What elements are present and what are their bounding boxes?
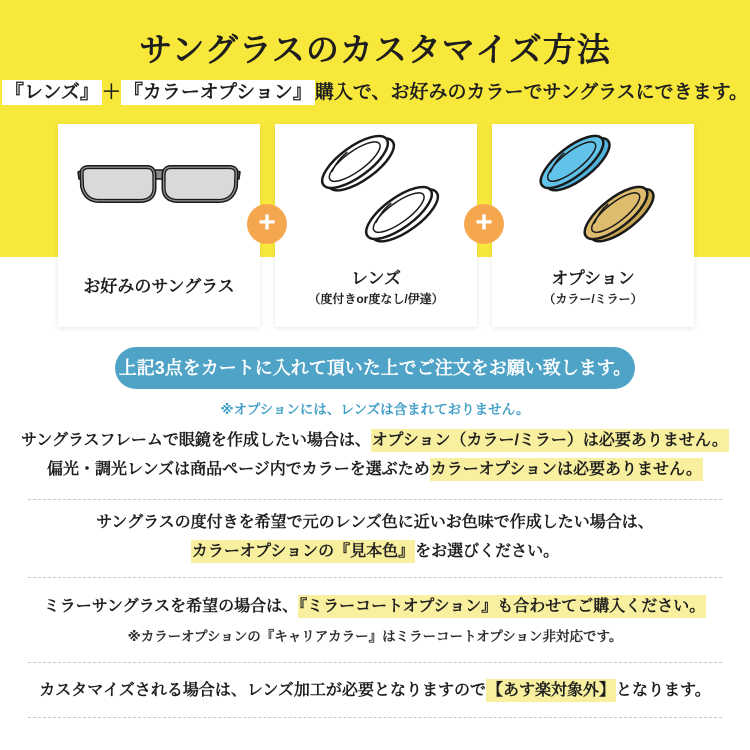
paragraph-line: [0, 593, 750, 621]
sunglasses-illustration-icon: [58, 124, 260, 259]
text-plain: サングラスの度付きを希望で元のレンズ色に近いお色味で作成したい場合は、: [96, 514, 654, 531]
text-plain: となります。: [615, 682, 711, 699]
paragraph-mirror-option: [0, 593, 750, 650]
step-sublabel: （度付きor度なし/伊達）: [308, 291, 444, 306]
text-plain: カスタマイズされる場合は、レンズ加工が必要となりますので: [39, 682, 486, 699]
step-label: オプション: [551, 268, 635, 288]
text-plain: をお選びください。: [415, 543, 560, 560]
text-highlight: カラーオプションは必要ありません。: [430, 458, 703, 481]
paragraph-customize-notice: [0, 678, 750, 704]
text-highlight: 【あす楽対象外】: [486, 679, 616, 702]
text-plain: 偏光・調光レンズは商品ページ内でカラーを選ぶため: [46, 461, 430, 478]
step-label: お好みのサングラス: [83, 277, 235, 296]
cart-instruction-banner: 上記3点をカートに入れて頂いた上でご注文をお願い致します。: [115, 347, 635, 389]
step-card-labels: [58, 259, 260, 327]
paragraph-line: [0, 678, 750, 704]
plus-icon: +: [247, 204, 287, 244]
subtitle: [0, 77, 750, 104]
paragraph-sample-color: [0, 508, 750, 566]
subtitle-plus-sign: ＋: [101, 82, 121, 103]
subtitle-coloroption-term: 『カラーオプション』: [121, 80, 315, 105]
subtitle-rest: 購入で、お好みのカラーでサングラスにできます。: [314, 82, 749, 103]
clear-lenses-illustration-icon: [275, 124, 477, 259]
text-plain: サングラスフレームで眼鏡を作成したい場合は、: [21, 432, 371, 449]
colored-lenses-illustration-icon: [492, 124, 694, 259]
step-card-labels: [275, 259, 477, 327]
step-card-sunglasses: [58, 124, 260, 327]
text-highlight: オプション（カラー/ミラー）は必要ありません。: [371, 429, 729, 452]
step-label: レンズ: [350, 268, 402, 288]
dashed-divider-4: [28, 717, 722, 718]
dashed-divider-2: [28, 577, 722, 578]
paragraph-line: [0, 508, 750, 537]
step-card-labels: [492, 259, 694, 327]
text-plain: ミラーサングラスを希望の場合は、: [43, 598, 299, 615]
text-highlight: 『ミラーコートオプション』も合わせてご購入ください。: [298, 595, 706, 618]
paragraph-line: [0, 537, 750, 566]
paragraph-frame-option: [0, 426, 750, 484]
page-title: サングラスのカスタマイズ方法: [139, 31, 611, 68]
plus-icon: +: [464, 204, 504, 244]
dashed-divider-3: [28, 662, 722, 663]
paragraph-line: [0, 455, 750, 484]
step-sublabel: （カラー/ミラー）: [543, 291, 643, 306]
step-card-option: [492, 124, 694, 327]
dashed-divider-1: [28, 499, 722, 500]
step-card-lens: [275, 124, 477, 327]
text-highlight: カラーオプションの『見本色』: [191, 540, 415, 563]
paragraph-note: ※カラーオプションの『キャリアカラー』はミラーコートオプション非対応です。: [127, 629, 623, 644]
option-exclusion-note: ※オプションには、レンズは含まれておりません。: [220, 402, 530, 417]
paragraph-line: [0, 426, 750, 455]
subtitle-lens-term: 『レンズ』: [2, 80, 102, 105]
